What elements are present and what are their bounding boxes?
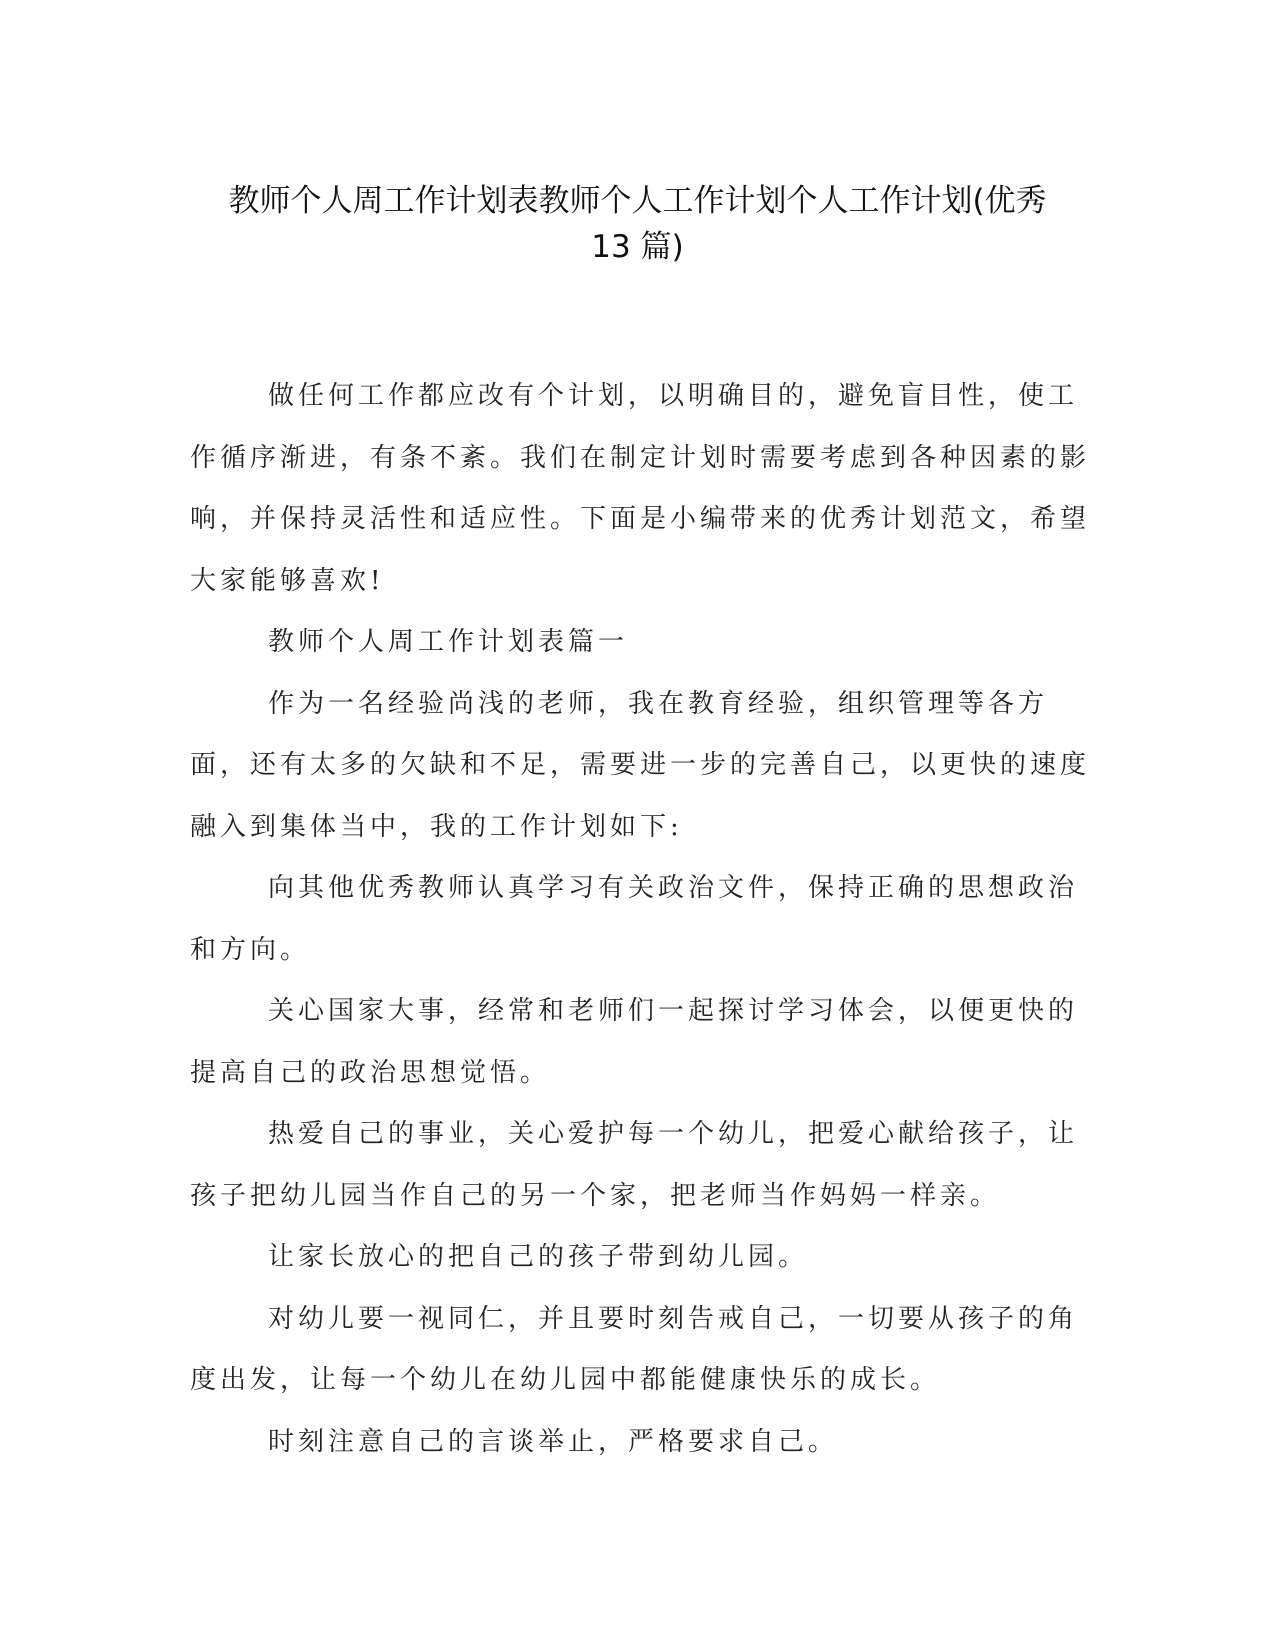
paragraph: 时刻注意自己的言谈举止，严格要求自己。 [268,1426,839,1457]
paragraph: 向其他优秀教师认真学习有关政治文件，保持正确的思想政治和方向。 [190,873,1079,965]
paragraph: 让家长放心的把自己的孩子带到幼儿园。 [268,1242,809,1272]
paragraph: 作为一名经验尚浅的老师，我在教育经验，组织管理等各方面，还有太多的欠缺和不足，需要进一步的完善自己，以更快的速度融入到集体当中，我的工作计划如下: [190,688,1091,842]
paragraph: 对幼儿要一视同仁，并且要时刻告戒自己，一切要从孩子的角度出发，让每一个幼儿在幼儿园中都能健康快乐的成长。 [190,1303,1079,1395]
document-body [190,366,1090,1473]
title-line-2: 13 篇) [591,229,684,265]
paragraph: 关心国家大事，经常和老师们一起探讨学习体会，以便更快的提高自己的政治思想觉悟。 [190,996,1079,1088]
paragraph: 热爱自己的事业，关心爱护每一个幼儿，把爱心献给孩子，让孩子把幼儿园当作自己的另一个家，把老师当作妈妈一样亲。 [190,1119,1079,1211]
section-heading: 教师个人周工作计划表篇一 [268,627,629,657]
title-line-1: 教师个人周工作计划表教师个人工作计划个人工作计划(优秀 [228,183,1047,219]
document-title [150,178,1125,270]
paragraph-intro: 做任何工作都应改有个计划，以明确目的，避免盲目性，使工作循序渐进，有条不紊。我们在制定计划时需要考虑到各种因素的影响，并保持灵活性和适应性。下面是小编带来的优秀计划范文，希望大家能够喜欢! [190,381,1091,596]
